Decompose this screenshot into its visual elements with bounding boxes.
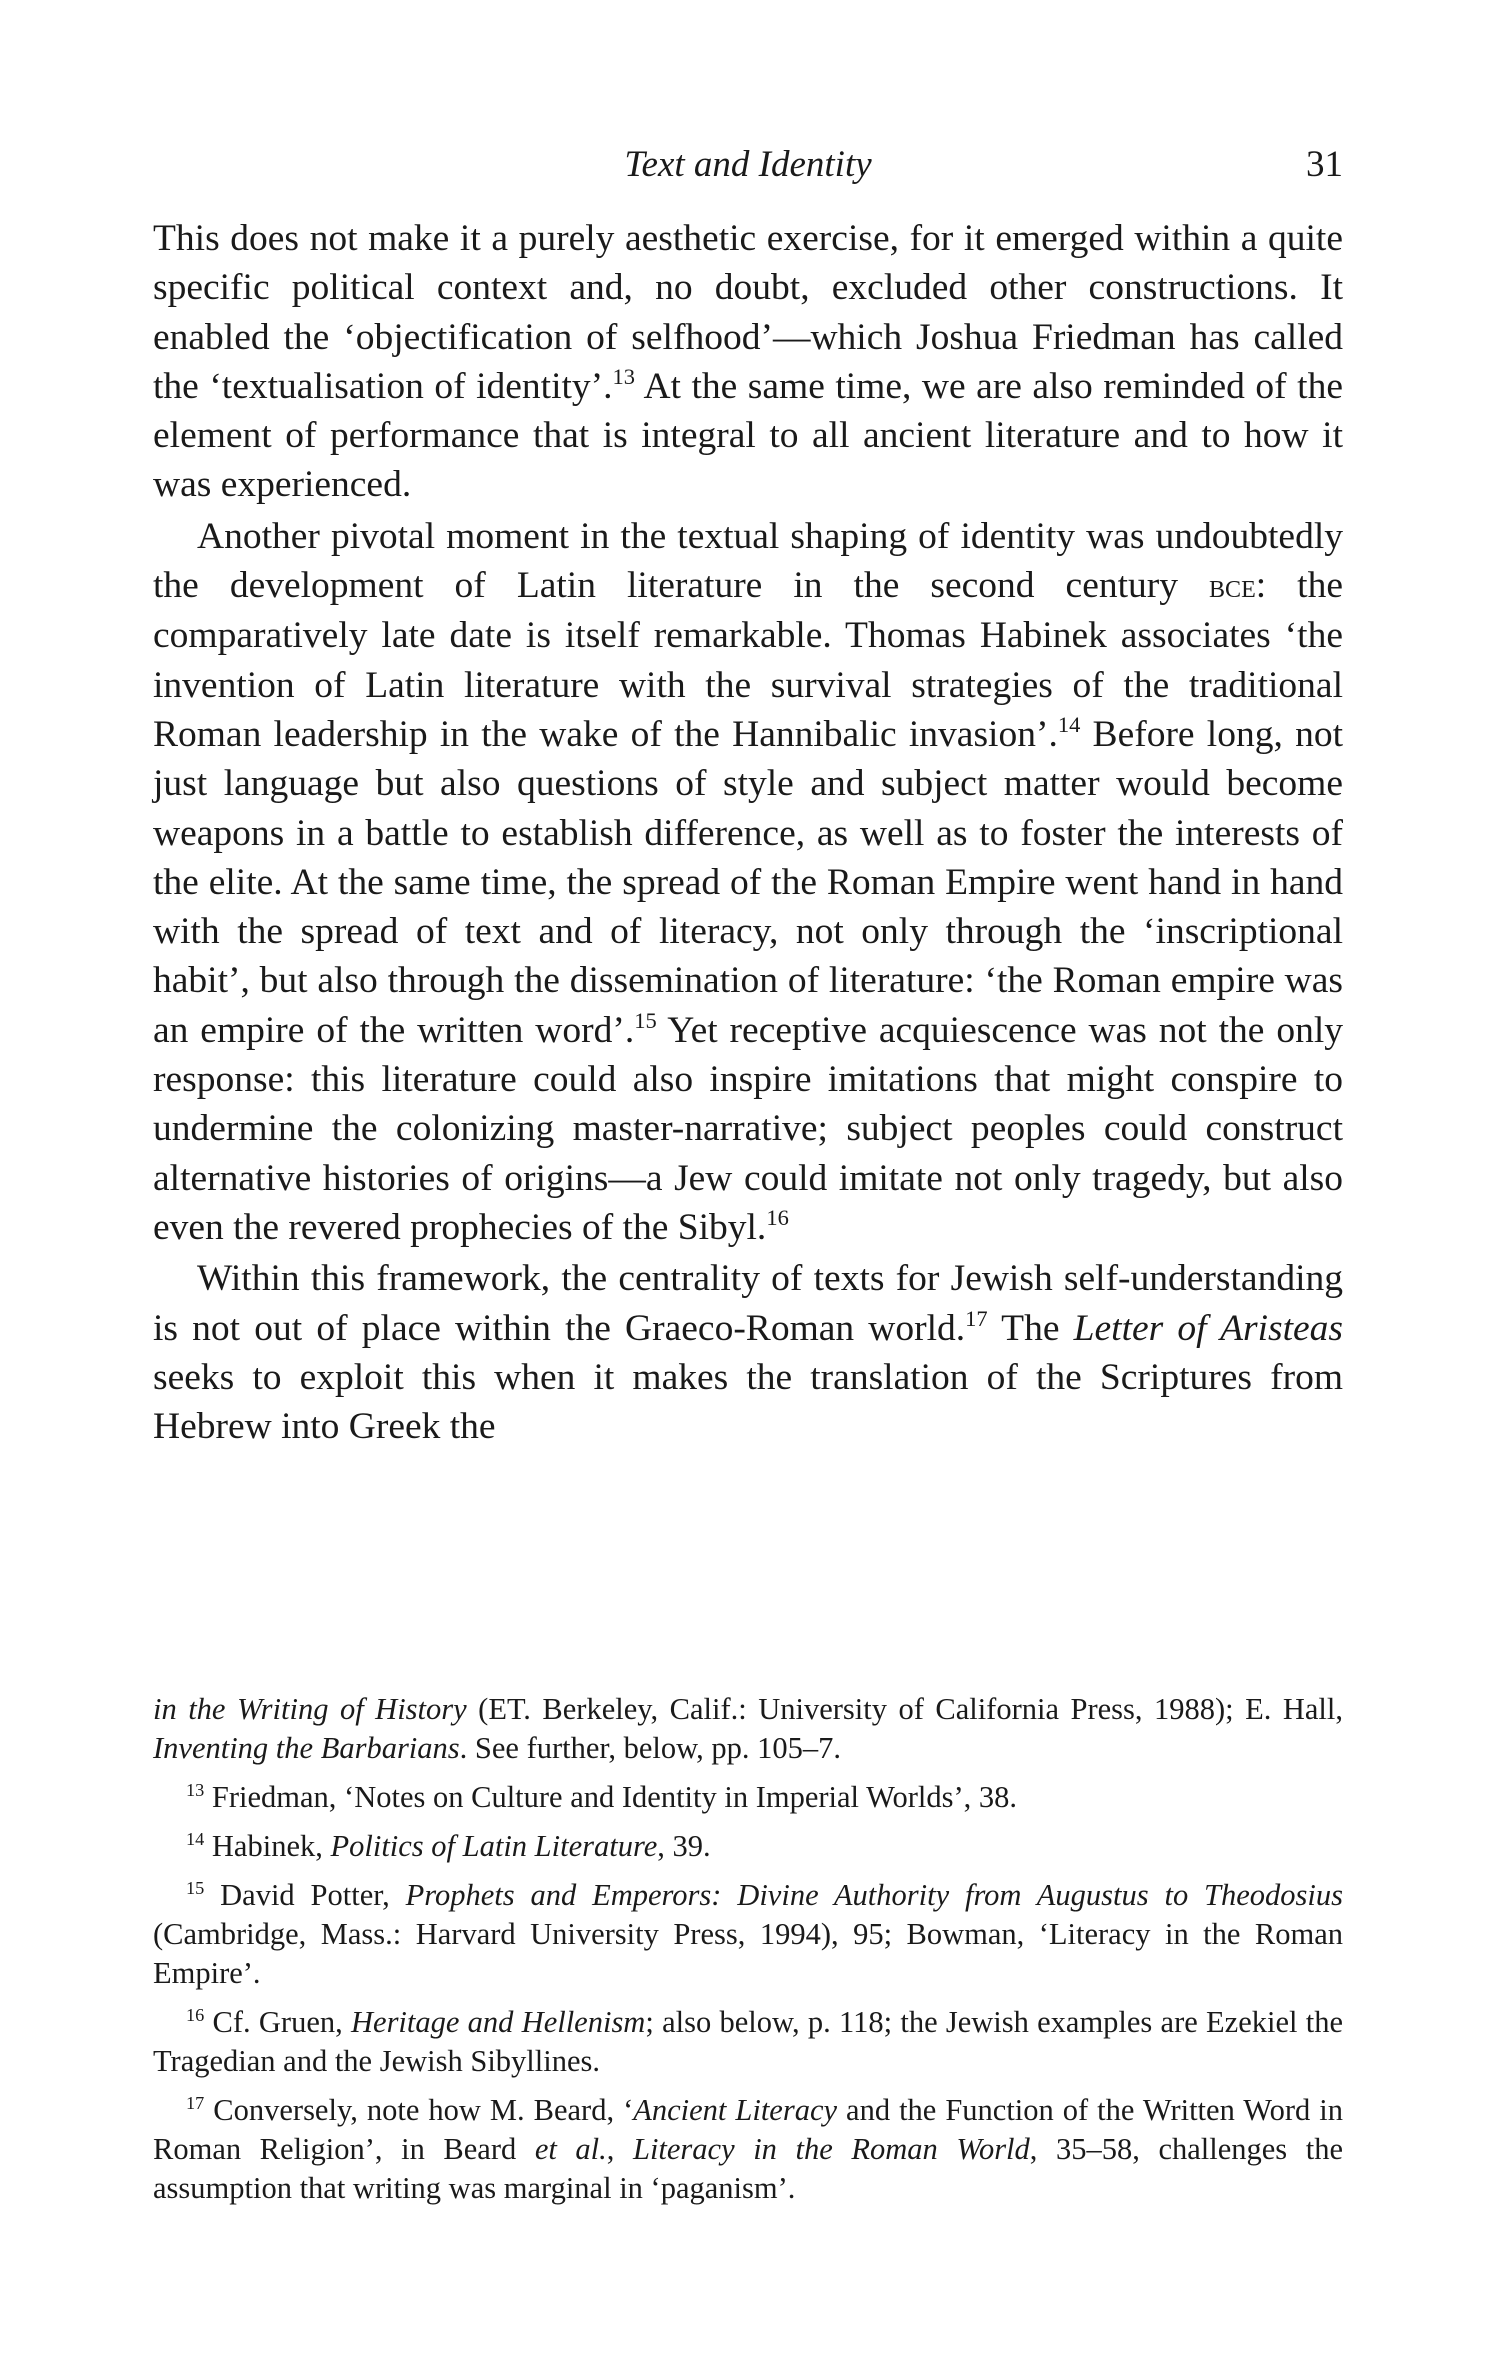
footnote-italic: Literacy in the Roman World: [632, 2132, 1030, 2166]
page-number: 31: [1306, 144, 1343, 185]
footnote-italic: Ancient Literacy: [633, 2093, 838, 2127]
p1-text-a: This does not make it a purely aesthetic exercise, for it emerged within a quite specific political context and, no doubt, excluded other constructions. It enabled the ‘objectification of selfhood’—which Joshua Friedman has called the ‘textualisation of identity’.: [153, 218, 1343, 407]
footnote-number: 16: [186, 2004, 205, 2025]
footnote-14: [153, 1827, 1343, 1866]
footnote-text: (Cambridge, Mass.: Harvard University Press, 1994), 95; Bowman, ‘Literacy in the Roman Empire’.: [153, 1917, 1343, 1990]
paragraph-2: [153, 512, 1343, 1252]
footnote-text: ,: [606, 2132, 633, 2166]
footnote-ref-14[interactable]: 14: [1057, 712, 1081, 738]
footnote-text: ; also below, p. 118; the Jewish examples are Ezekiel the Tragedian and the Jewish Sibyllines.: [153, 2005, 1343, 2078]
footnote-italic: Prophets and Emperors: Divine Authority from Augustus to Theodosius: [405, 1878, 1344, 1912]
p3-text-a: Within this framework, the centrality of texts for Jewish self-understanding is not out of place within the Graeco-Roman world.: [153, 1258, 1343, 1349]
footnote-text: Conversely, note how M. Beard, ‘: [204, 2093, 634, 2127]
cont-text-2: . See further, below, pp. 105–7.: [459, 1731, 842, 1765]
p2-text-c: Before long, not just language but also questions of style and subject matter would become weapons in a battle to establish difference, as well as to foster the interests of the elite. At the same time, the spread of the Roman Empire went hand in hand with the spread of text and of literacy, not only through the ‘inscriptional habit’, but also through the dissemination of literature: ‘the Roman empire was an empire of the written word’.: [153, 713, 1343, 1051]
footnote-italic: Politics of Latin Literature: [330, 1829, 658, 1863]
footnotes: [153, 1690, 1343, 2208]
p2-text-b: : the comparatively late date is itself remarkable. Thomas Habinek associates ‘the invention of Latin literature with the survival strategies of the traditional Roman leadership in the wake of the Hannibalic invasion’.: [153, 565, 1343, 755]
footnote-text: , 35–58, challenges the assumption that writing was marginal in ‘paganism’.: [153, 2132, 1344, 2205]
paragraph-1: [153, 214, 1343, 510]
footnote-text: David Potter,: [204, 1878, 406, 1912]
p3-text-c: seeks to exploit this when it makes the translation of the Scriptures from Hebrew into Greek the: [153, 1356, 1343, 1448]
p3-text-b: The: [987, 1307, 1074, 1349]
footnote-continuation: [153, 1690, 1343, 1768]
footnote-text: Cf. Gruen,: [204, 2005, 351, 2039]
footnote-italic: Heritage and Hellenism: [351, 2005, 646, 2039]
p1-text-b: At the same time, we are also reminded of the element of performance that is integral to all ancient literature and to how it was experienced.: [153, 365, 1343, 506]
paragraph-3: [153, 1254, 1343, 1451]
footnote-ref-16[interactable]: 16: [766, 1205, 789, 1230]
cont-text-1: (ET. Berkeley, Calif.: University of California Press, 1988); E. Hall,: [466, 1692, 1343, 1726]
running-title: Text and Identity: [624, 144, 872, 185]
footnote-13: [153, 1778, 1343, 1817]
footnote-number: 17: [186, 2092, 205, 2113]
p2-text-d: Yet receptive acquiescence was not the only response: this literature could also inspire imitations that might conspire to undermine the colonizing master-narrative; subject peoples could construct alternative histories of origins—a Jew could imitate not only tragedy, but also even the revered prophecies of the Sibyl.: [153, 1009, 1343, 1248]
footnote-number: 14: [186, 1828, 205, 1849]
footnote-ref-15[interactable]: 15: [634, 1007, 657, 1033]
footnote-15: [153, 1876, 1343, 1993]
footnote-text: Friedman, ‘Notes on Culture and Identity in Imperial Worlds’, 38.: [204, 1780, 1017, 1814]
footnote-text: , 39.: [657, 1829, 711, 1863]
page-header: [153, 140, 1343, 190]
cont-italic-1: in the Writing of History: [153, 1692, 467, 1726]
footnote-ref-17[interactable]: 17: [965, 1305, 988, 1331]
main-text: [153, 214, 1343, 1451]
footnote-16: [153, 2003, 1343, 2081]
work-title: Letter of Aristeas: [1073, 1307, 1343, 1349]
footnote-ref-13[interactable]: 13: [612, 363, 636, 389]
footnote-italic: et al.: [534, 2132, 607, 2166]
cont-italic-2: Inventing the Barbarians: [153, 1731, 460, 1765]
footnote-number: 15: [186, 1877, 205, 1898]
era-abbreviation: bce: [1209, 567, 1256, 606]
footnote-text: and the Function of the Written Word in Roman Religion’, in Beard: [153, 2093, 1343, 2166]
footnote-text: Habinek,: [204, 1829, 331, 1863]
footnote-number: 13: [186, 1779, 205, 1800]
footnote-17: [153, 2091, 1343, 2208]
p2-text-a: Another pivotal moment in the textual shaping of identity was undoubtedly the development of Latin literature in the second century: [153, 515, 1343, 607]
